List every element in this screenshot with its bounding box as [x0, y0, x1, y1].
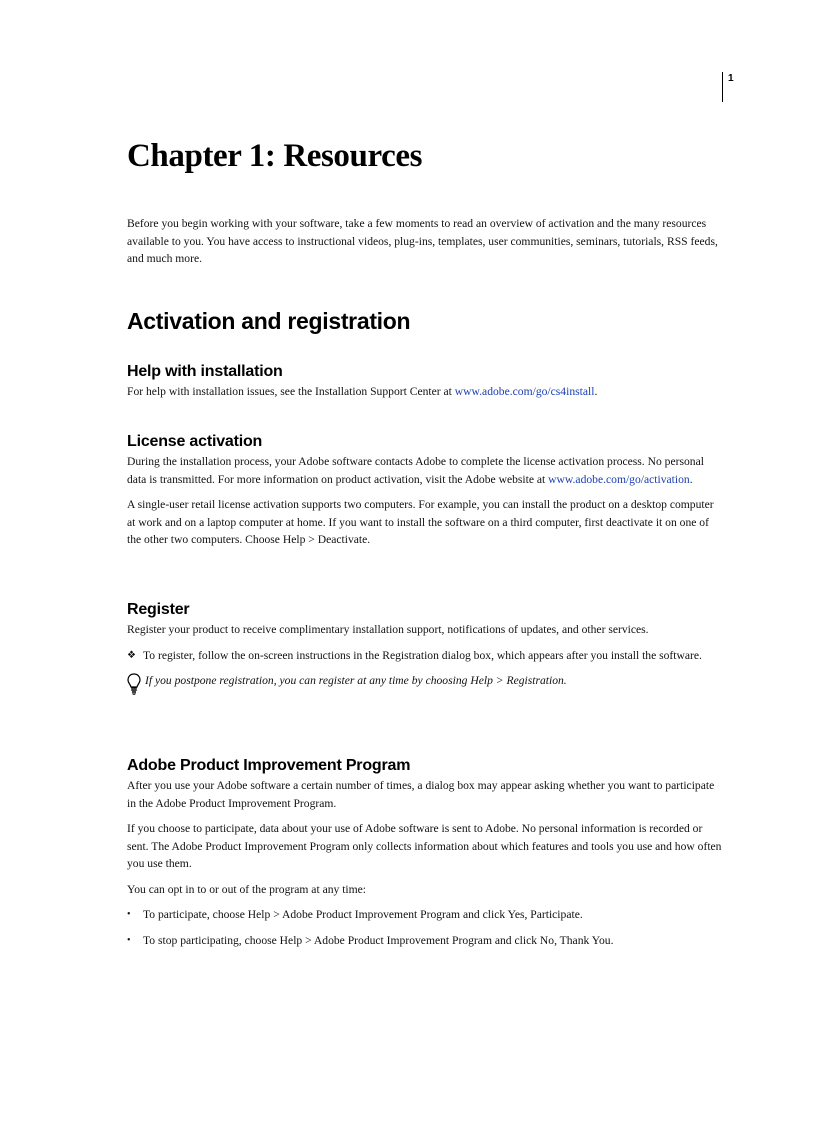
step-marker-icon: ❖: [127, 649, 136, 661]
register-step-text: To register, follow the on-screen instructions in the Registration dialog box, which appears after you install the software.: [143, 648, 702, 662]
improvement-paragraph-2: If you choose to participate, data about your use of Adobe software is sent to Adobe. No personal information is recorded or sent. The Adobe Product Improvement Program only collects information about which features and tools you use and how often you use them.: [127, 822, 722, 870]
improvement-bullet-1-text: To participate, choose Help > Adobe Product Improvement Program and click Yes, Participate.: [143, 908, 583, 921]
improvement-section: [127, 755, 723, 949]
section-title: Activation and registration: [127, 308, 411, 334]
help-installation-text: [127, 383, 723, 401]
license-activation-section: [127, 431, 723, 549]
intro-paragraph: Before you begin working with your software, take a few moments to read an overview of activation and the many resources available to you. You have access to instructional videos, plug-ins, templates, user communities, seminars, tutorials, RSS feeds, and much more.: [127, 217, 718, 265]
improvement-paragraph-1: After you use your Adobe software a certain number of times, a dialog box may appear asking whether you want to participate in the Adobe Product Improvement Program.: [127, 779, 715, 810]
improvement-bullet-2-text: To stop participating, choose Help > Adobe Product Improvement Program and click No, Thank You.: [143, 933, 614, 947]
bullet-marker: •: [127, 934, 131, 946]
register-paragraph: Register your product to receive complimentary installation support, notifications of updates, and other services.: [127, 623, 649, 636]
register-heading: Register: [127, 601, 190, 618]
license-activation-paragraph-2: A single-user retail license activation supports two computers. For example, you can install the product on a desktop computer at work and on a laptop computer at home. If you want to install the software on a third computer, first deactivate it on one of the other two computers. Choose Help > Deactivate.: [127, 498, 714, 546]
register-tip: [127, 672, 723, 690]
help-installation-text-after: .: [594, 385, 598, 398]
improvement-bullet-1: [127, 906, 723, 924]
improvement-paragraph-3: You can opt in to or out of the program at any time:: [127, 882, 367, 896]
help-installation-heading: Help with installation: [127, 363, 283, 380]
lightbulb-tip-icon: [127, 673, 141, 701]
license-activation-heading: License activation: [127, 433, 263, 450]
help-installation-text-before: For help with installation issues, see the Installation Support Center at: [127, 385, 455, 398]
chapter-title: Chapter 1: Resources: [127, 138, 423, 174]
register-step: [127, 647, 723, 665]
help-installation-section: [127, 361, 723, 401]
bullet-marker: •: [127, 909, 131, 920]
page-number: 1: [722, 72, 734, 102]
license-activation-paragraph-1: [127, 453, 723, 488]
register-section: [127, 599, 723, 690]
register-tip-text: If you postpone registration, you can register at any time by choosing Help > Registration.: [145, 674, 567, 687]
license-activation-p1-text: During the installation process, your Adobe software contacts Adobe to complete the license activation process. No personal data is transmitted. For more information on product activation, visit the Adobe website at: [127, 455, 704, 486]
activation-link[interactable]: www.adobe.com/go/activation: [548, 472, 690, 486]
cs4install-link[interactable]: www.adobe.com/go/cs4install: [454, 385, 595, 398]
license-activation-p1-after: .: [689, 472, 693, 486]
improvement-heading: Adobe Product Improvement Program: [127, 757, 411, 774]
improvement-bullet-2: [127, 932, 723, 950]
